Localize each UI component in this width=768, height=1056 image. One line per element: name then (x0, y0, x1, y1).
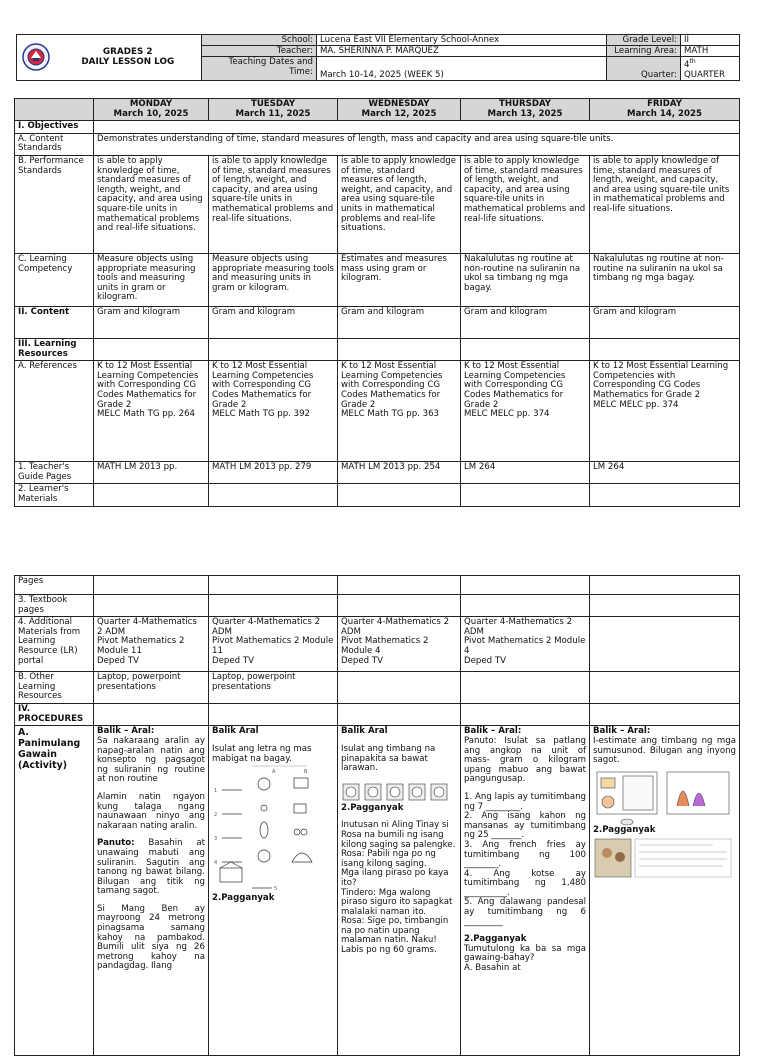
pages-label: Pages (15, 576, 94, 595)
day-header-wednesday: WEDNESDAY March 12, 2025 (338, 99, 461, 121)
teacher-guide-tue: MATH LM 2013 pp. 279 (209, 462, 338, 484)
other-tue: Laptop, powerpoint presentations (209, 672, 338, 704)
procedure-tue (209, 726, 338, 1056)
grade-value: II (681, 35, 740, 46)
textbook-fri (590, 595, 740, 617)
learner-mon (94, 484, 209, 506)
other-resources-label: B. Other Learning Resources (15, 672, 94, 704)
day-header-thursday: THURSDAY March 13, 2025 (461, 99, 590, 121)
thu-item-4: 4. Ang kotse ay tumitimbang ng 1,480 __________. (464, 868, 586, 898)
resources-blank-wed (338, 338, 461, 360)
mon-p3-bold: Panuto: (97, 838, 135, 849)
textbook-mon (94, 595, 209, 617)
content-standards-value: Demonstrates understanding of time, standard measures of length, mass and capacity and area using square-tile units. (94, 133, 740, 155)
procedures-label: IV. PROCEDURES (15, 704, 94, 726)
thu-title: Balik – Aral: (464, 726, 522, 737)
fri-estimate-image (593, 766, 735, 826)
wed-scales-image (341, 774, 453, 804)
fri-p1: I-estimate ang timbang ng mga sumusunod. Bilugan ang inyong sagot. (593, 735, 736, 766)
mon-p3 (97, 839, 205, 897)
references-thu: K to 12 Most Essential Learning Competencies with Corresponding CG Codes Mathematics for Grade 2 MELC MELC pp. 374 (461, 361, 590, 462)
thu-p1: Panuto: Isulat sa patlang ang angkop na unit of mass- gram o kilogram upang mabuo ang bawat pangungusap. (464, 735, 586, 785)
tue-p1: Isulat ang letra ng mas mabigat na bagay. (212, 743, 312, 764)
day-header-tuesday: TUESDAY March 11, 2025 (209, 99, 338, 121)
thu-item-3: 3. Ang french fries ay tumitimbang ng 100 ________. (464, 839, 586, 870)
fri-title: Balik – Aral: (593, 726, 651, 737)
learning-area-label: Learning Area: (607, 46, 681, 57)
performance-fri: is able to apply knowledge of time, standard measures of length, weight, and capacity, and area using square-tile units in mathematical problems and real-life situations. (590, 155, 740, 253)
pages-mon (94, 576, 209, 595)
tue-pagganyak: 2.Pagganyak (212, 893, 275, 904)
other-wed (338, 672, 461, 704)
resources-blank-fri (590, 338, 740, 360)
page-title (55, 35, 202, 81)
resources-label: III. Learning Resources (15, 338, 94, 360)
references-label: A. References (15, 361, 94, 462)
thu-p2: Tumutulong ka ba sa mga gawaing-bahay? A. Basahin at (464, 943, 586, 974)
grade-label: Grade Level: (607, 35, 681, 46)
procedure-fri (590, 726, 740, 1056)
school-label: School: (202, 35, 317, 46)
additional-mon: Quarter 4-Mathematics 2 ADM Pivot Mathematics 2 Module 11 Deped TV (94, 617, 209, 672)
other-fri (590, 672, 740, 704)
pages-wed (338, 576, 461, 595)
teacher-guide-mon: MATH LM 2013 pp. (94, 462, 209, 484)
competency-wed: Estimates and measures mass using gram or kilogram. (338, 253, 461, 306)
mon-p4: Si Mang Ben ay mayroong 24 metrong pinagsama samang kahoy na pambakod. Bumili ulit siya ng 26 metrong kahoy na pandagdag. Ilang (97, 903, 205, 972)
tue-img-col-a: A (272, 769, 276, 776)
other-mon: Laptop, powerpoint presentations (94, 672, 209, 704)
additional-fri (590, 617, 740, 672)
teacher-value: MA. SHERINNA P. MARQUEZ (317, 46, 607, 57)
content-wed: Gram and kilogram (338, 306, 461, 338)
day-header-friday: FRIDAY March 14, 2025 (590, 99, 740, 121)
learner-materials-label: 2. Learner's Materials (15, 484, 94, 506)
corner-cell (15, 99, 94, 121)
other-thu (461, 672, 590, 704)
school-value: Lucena East VII Elementary School-Annex (317, 35, 607, 46)
svg-text:3: 3 (214, 836, 218, 843)
content-thu: Gram and kilogram (461, 306, 590, 338)
textbook-tue (209, 595, 338, 617)
procedures-blank-tue (209, 704, 338, 726)
svg-text:1: 1 (214, 788, 218, 795)
procedures-blank-wed (338, 704, 461, 726)
content-tue: Gram and kilogram (209, 306, 338, 338)
thu-item-2: 2. Ang isang kahon ng mansanas ay tumitimbang ng 25 _______. (464, 811, 586, 841)
learner-thu (461, 484, 590, 506)
quarter-suffix: th (689, 58, 696, 65)
references-wed: K to 12 Most Essential Learning Competencies with Corresponding CG Codes Mathematics for Grade 2 MELC Math TG pp. 363 (338, 361, 461, 462)
additional-wed: Quarter 4-Mathematics 2 ADM Pivot Mathematics 2 Module 4 Deped TV (338, 617, 461, 672)
svg-text:2: 2 (214, 812, 218, 819)
content-fri: Gram and kilogram (590, 306, 740, 338)
textbook-label: 3. Textbook pages (15, 595, 94, 617)
teacher-label: Teacher: (202, 46, 317, 57)
lesson-table-part2 (14, 575, 740, 1056)
svg-text:5: 5 (274, 886, 278, 893)
mon-title: Balik – Aral: (97, 726, 155, 737)
mon-p2: Alamin natin ngayon kung talaga ngang naunawaan ninyo ang nakaraan nating aralin. (97, 791, 205, 831)
wed-p1: Isulat ang timbang na pinapakita sa bawat larawan. (341, 743, 436, 774)
teacher-guide-thu: LM 264 (461, 462, 590, 484)
pages-thu (461, 576, 590, 595)
learner-fri (590, 484, 740, 506)
procedures-blank-fri (590, 704, 740, 726)
wed-p2: Inutusan ni Aling Tinay si Rosa na bumili ng isang kilong saging sa palengke. Rosa: Pabili nga po ng isang kilong saging. Mga ilang piraso po kaya ito? Tindero: Mga walong piraso siguro ito sapagkat malalaki naman ito. Rosa: Sige po, timbangin na po natin upang malaman natin. Naku! Labis po ng 60 grams. (341, 820, 456, 956)
quarter-label: Quarter: (607, 57, 681, 81)
performance-standards-label: B. Performance Standards (15, 155, 94, 253)
resources-blank-mon (94, 338, 209, 360)
performance-thu: is able to apply knowledge of time, standard measures of length, weight, and capacity, and area using square-tile units in mathematical problems and real-life situations. (461, 155, 590, 253)
learner-tue (209, 484, 338, 506)
resources-blank-thu (461, 338, 590, 360)
header-table (16, 34, 740, 81)
page-title-line2: DAILY LESSON LOG (81, 57, 175, 68)
performance-wed: is able to apply knowledge of time, standard measures of length, weight, and capacity, and area using square-tile units in mathematical problems and real-life situations. (338, 155, 461, 253)
quarter-value (681, 57, 740, 81)
procedures-blank-thu (461, 704, 590, 726)
competency-label: C. Learning Competency (15, 253, 94, 306)
quarter-number: 4 (684, 59, 690, 70)
fri-pagganyak: 2.Pagganyak (593, 824, 656, 835)
mon-p1: Sa nakaraang aralin ay napag-aralan natin ang konsepto ng pagsagot ng suliranin ng routine at non routine (97, 735, 205, 785)
objectives-blank (94, 121, 740, 134)
additional-thu: Quarter 4-Mathematics 2 ADM Pivot Mathematics 2 Module 4 Deped TV (461, 617, 590, 672)
thu-pagganyak: 2.Pagganyak (464, 934, 527, 945)
panimulang-gawain-label: A. Panimulang Gawain (Activity) (15, 726, 94, 1056)
page-title-line1: GRADES 2 (102, 46, 153, 57)
textbook-thu (461, 595, 590, 617)
references-fri: K to 12 Most Essential Learning Competencies with Corresponding CG Codes Mathematics for Grade 2 MELC MELC pp. 374 (590, 361, 740, 462)
competency-mon: Measure objects using appropriate measuring tools and measuring units in gram or kilogram. (94, 253, 209, 306)
deped-seal-icon (22, 43, 50, 71)
references-tue: K to 12 Most Essential Learning Competencies with Corresponding CG Codes Mathematics for Grade 2 MELC Math TG pp. 392 (209, 361, 338, 462)
svg-text:4: 4 (214, 860, 218, 867)
textbook-wed (338, 595, 461, 617)
wed-pagganyak: 2.Pagganyak (341, 802, 404, 813)
teacher-guide-wed: MATH LM 2013 pp. 254 (338, 462, 461, 484)
learning-area-value: MATH (681, 46, 740, 57)
dates-label: Teaching Dates and Time: (202, 57, 317, 81)
competency-fri: Nakalulutas ng routine at non-routine na suliranin na ukol sa timbang ng mga bagay. (590, 253, 740, 306)
day-header-monday: MONDAY March 10, 2025 (94, 99, 209, 121)
competency-thu: Nakalulutas ng routine at non-routine na suliranin na ukol sa timbang ng mga bagay. (461, 253, 590, 306)
tue-img-col-b: B (304, 769, 308, 776)
procedure-thu (461, 726, 590, 1056)
content-standards-label: A. Content Standards (15, 133, 94, 155)
additional-materials-label: 4. Additional Materials from Learning Resource (LR) portal (15, 617, 94, 672)
procedure-mon (94, 726, 209, 1056)
pages-tue (209, 576, 338, 595)
objectives-label: I. Objectives (15, 121, 94, 134)
pages-fri (590, 576, 740, 595)
content-mon: Gram and kilogram (94, 306, 209, 338)
mon-p3-text: Basahin at unawaing mabuti ang suliranin. Sagutin ang tanong ng bawat bilang. Bilugan ang titik ng tamang sagot. (97, 838, 205, 897)
thu-item-5: 5. Ang dalawang pandesal ay tumitimbang ng 6 _________ (464, 897, 586, 927)
references-mon: K to 12 Most Essential Learning Competencies with Corresponding CG Codes Mathematics for Grade 2 MELC Math TG pp. 264 (94, 361, 209, 462)
tue-title: Balik Aral (212, 726, 259, 737)
procedure-wed (338, 726, 461, 1056)
performance-tue: is able to apply knowledge of time, standard measures of length, weight, and capacity, and area using square-tile units in mathematical problems and real-life situations. (209, 155, 338, 253)
fri-pagganyak-image (593, 835, 735, 883)
tue-heavier-object-worksheet (212, 764, 330, 894)
quarter-text: QUARTER (684, 69, 725, 80)
teacher-guide-fri: LM 264 (590, 462, 740, 484)
procedures-blank-mon (94, 704, 209, 726)
lesson-table-part1 (14, 98, 740, 507)
additional-tue: Quarter 4-Mathematics 2 ADM Pivot Mathematics 2 Module 11 Deped TV (209, 617, 338, 672)
content-label: II. Content (15, 306, 94, 338)
competency-tue: Measure objects using appropriate measuring tools and measuring units in gram or kilogram. (209, 253, 338, 306)
learner-wed (338, 484, 461, 506)
resources-blank-tue (209, 338, 338, 360)
teacher-guide-label: 1. Teacher's Guide Pages (15, 462, 94, 484)
thu-item-1: 1. Ang lapis ay tumitimbang ng 7 ________. (464, 791, 586, 812)
performance-mon: is able to apply knowledge of time, standard measures of length, weight, and capacity, and area using square-tile units in mathematical problems and real-life situations. (94, 155, 209, 253)
wed-title: Balik Aral (341, 726, 388, 737)
deped-seal (17, 35, 55, 81)
dates-value: March 10-14, 2025 (WEEK 5) (317, 57, 607, 81)
